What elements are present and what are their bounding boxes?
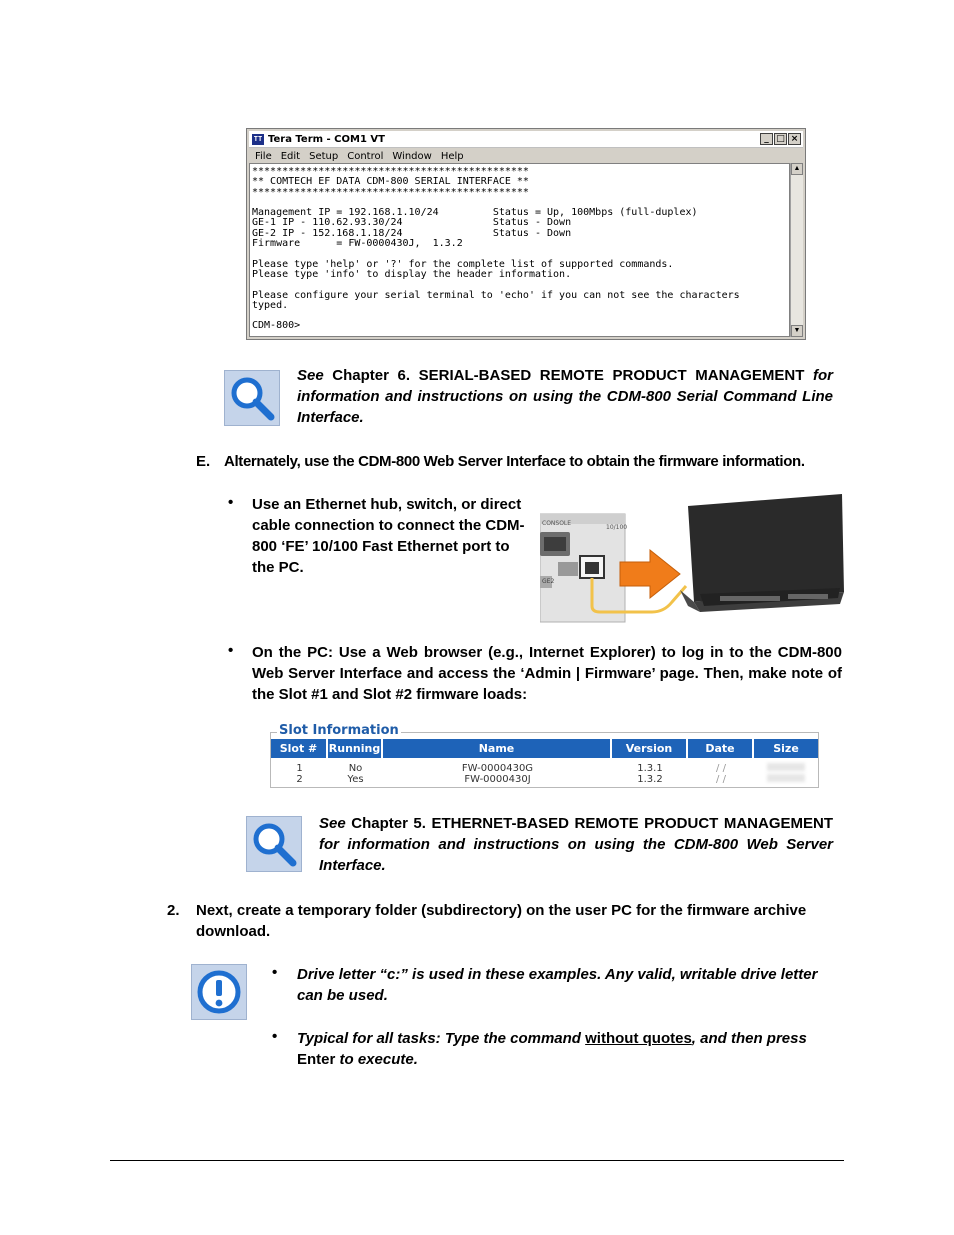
cell-size-blurred — [754, 763, 818, 774]
caution-enter-key: Enter — [297, 1051, 336, 1068]
cell-slot: 2 — [296, 774, 303, 785]
terminal-line — [252, 311, 789, 321]
terminal-line: Please configure your serial terminal to 'echo' if you can not see the characters — [252, 289, 740, 301]
terminal-line: Please type 'info' to display the header information. — [252, 268, 572, 280]
note-serial-reference — [297, 365, 833, 428]
cell-name: FW-0000430J — [464, 774, 531, 785]
col-date: Date — [688, 739, 754, 758]
cell-version: 1.3.2 — [637, 774, 663, 785]
scroll-down-arrow-icon[interactable]: ▼ — [791, 325, 803, 337]
cell-slot: 1 — [296, 763, 303, 774]
col-size: Size — [773, 742, 799, 755]
ge2-label: GE2 — [542, 578, 555, 585]
teraterm-app-icon: TT — [253, 134, 263, 143]
step-e-marker: E. — [196, 453, 211, 470]
port-label: 10/100 — [606, 524, 628, 531]
slot-information-panel — [270, 723, 819, 788]
caution-drive-letter: Drive letter “c:” is used in these examples. Any valid, writable drive letter can be used. — [297, 966, 818, 1004]
menu-file[interactable]: File — [255, 150, 272, 162]
terminal-line: GE-1 IP - 110.62.93.30/24 Status - Down — [252, 217, 572, 229]
bullet-ethernet-text: Use an Ethernet hub, switch, or direct cable connection to connect the CDM-800 ‘FE’ 10/100 Fast Ethernet port to the PC. — [252, 496, 525, 576]
cell-date: / / — [716, 774, 726, 785]
terminal-window — [246, 128, 806, 340]
note-ethernet-reference — [319, 813, 833, 876]
terminal-screen[interactable] — [249, 163, 790, 337]
magnifier-note-icon — [246, 816, 302, 872]
note-see-word: See — [319, 815, 346, 832]
bullet-dot: • — [228, 494, 234, 511]
close-button[interactable]: × — [788, 133, 801, 145]
terminal-output — [250, 164, 789, 332]
terminal-titlebar[interactable] — [249, 131, 803, 148]
cell-running: No — [348, 763, 363, 774]
table-row — [271, 774, 818, 785]
menu-edit[interactable]: Edit — [280, 150, 301, 162]
terminal-line: Management IP = 192.168.1.10/24 Status = Up, 100Mbps (full-duplex) — [252, 207, 698, 219]
table-row — [271, 763, 818, 774]
col-name: Name — [383, 739, 612, 758]
note-see-word: See — [297, 367, 324, 384]
step-2-marker: 2. — [167, 902, 180, 919]
caution-typical-tasks — [297, 1028, 827, 1070]
terminal-line: Firmware = FW-0000430J, 1.3.2 — [252, 238, 463, 250]
bullet-dot: • — [272, 1028, 278, 1045]
terminal-line: ********************************************** — [252, 186, 529, 198]
terminal-line: Please type 'help' or '?' for the complete list of supported commands. — [252, 258, 674, 270]
note-rest-text: for information and instructions on using the CDM-800 Web Server Interface. — [319, 836, 833, 874]
col-version: Version — [612, 739, 688, 758]
magnifier-note-icon — [224, 370, 280, 426]
ethernet-connection-photo — [540, 494, 845, 624]
caution-text-a: Typical for all tasks: Type the command — [297, 1030, 586, 1047]
note-rest-text: for information and instructions on using the CDM-800 Serial Command Line Interface. — [297, 367, 833, 426]
terminal-title: Tera Term - COM1 VT — [268, 133, 385, 145]
cell-name: FW-0000430G — [461, 763, 534, 774]
menu-window[interactable]: Window — [392, 150, 432, 162]
step-e-text: Alternately, use the CDM-800 Web Server Interface to obtain the firmware information. — [224, 453, 805, 470]
terminal-line: ********************************************** — [252, 166, 529, 177]
minimize-button[interactable]: _ — [760, 133, 773, 145]
exclamation-caution-icon — [191, 964, 247, 1020]
cell-size-blurred — [754, 774, 818, 785]
menu-setup[interactable]: Setup — [309, 150, 339, 162]
maximize-button[interactable]: □ — [774, 133, 787, 145]
bullet-dot: • — [228, 642, 234, 659]
slot-table-header — [271, 739, 818, 758]
scroll-up-arrow-icon[interactable]: ▲ — [791, 163, 803, 175]
bullet-dot: • — [272, 964, 278, 981]
note-chapter-ref: Chapter 6. SERIAL-BASED REMOTE PRODUCT MANAGEMENT — [332, 367, 805, 384]
menu-help[interactable]: Help — [440, 150, 464, 162]
note-chapter-ref: Chapter 5. ETHERNET-BASED REMOTE PRODUCT MANAGEMENT — [351, 815, 834, 832]
terminal-menubar — [249, 149, 803, 163]
cell-running: Yes — [347, 774, 364, 785]
bullet-webbrowser-text: On the PC: Use a Web browser (e.g., Internet Explorer) to log in to the CDM-800 Web Server Interface and access the ‘Admin | Firmware’ page. Then, make note of the Slot #1 and Slot #2 firmware loads: — [252, 644, 842, 703]
caution-text-c: to execute. — [335, 1051, 418, 1068]
menu-control[interactable]: Control — [347, 150, 384, 162]
terminal-line: CDM-800> — [252, 320, 301, 332]
terminal-line: typed. — [252, 299, 289, 311]
terminal-scrollbar[interactable] — [790, 163, 803, 337]
terminal-line: GE-2 IP - 152.168.1.18/24 Status - Down — [252, 227, 572, 239]
cell-version: 1.3.1 — [637, 763, 663, 774]
step-2-text: Next, create a temporary folder (subdirectory) on the user PC for the firmware archive download. — [196, 902, 807, 940]
slot-information-legend: Slot Information — [279, 723, 399, 738]
col-slot: Slot # — [271, 739, 328, 758]
console-label: CONSOLE — [542, 520, 572, 527]
terminal-line: ** COMTECH EF DATA CDM-800 SERIAL INTERFACE ** — [252, 176, 529, 188]
footer-divider — [110, 1160, 844, 1161]
cell-date: / / — [716, 763, 726, 774]
caution-without-quotes: without quotes — [585, 1030, 692, 1047]
caution-text-b: , and then press — [691, 1030, 807, 1047]
col-running: Running — [328, 739, 383, 758]
